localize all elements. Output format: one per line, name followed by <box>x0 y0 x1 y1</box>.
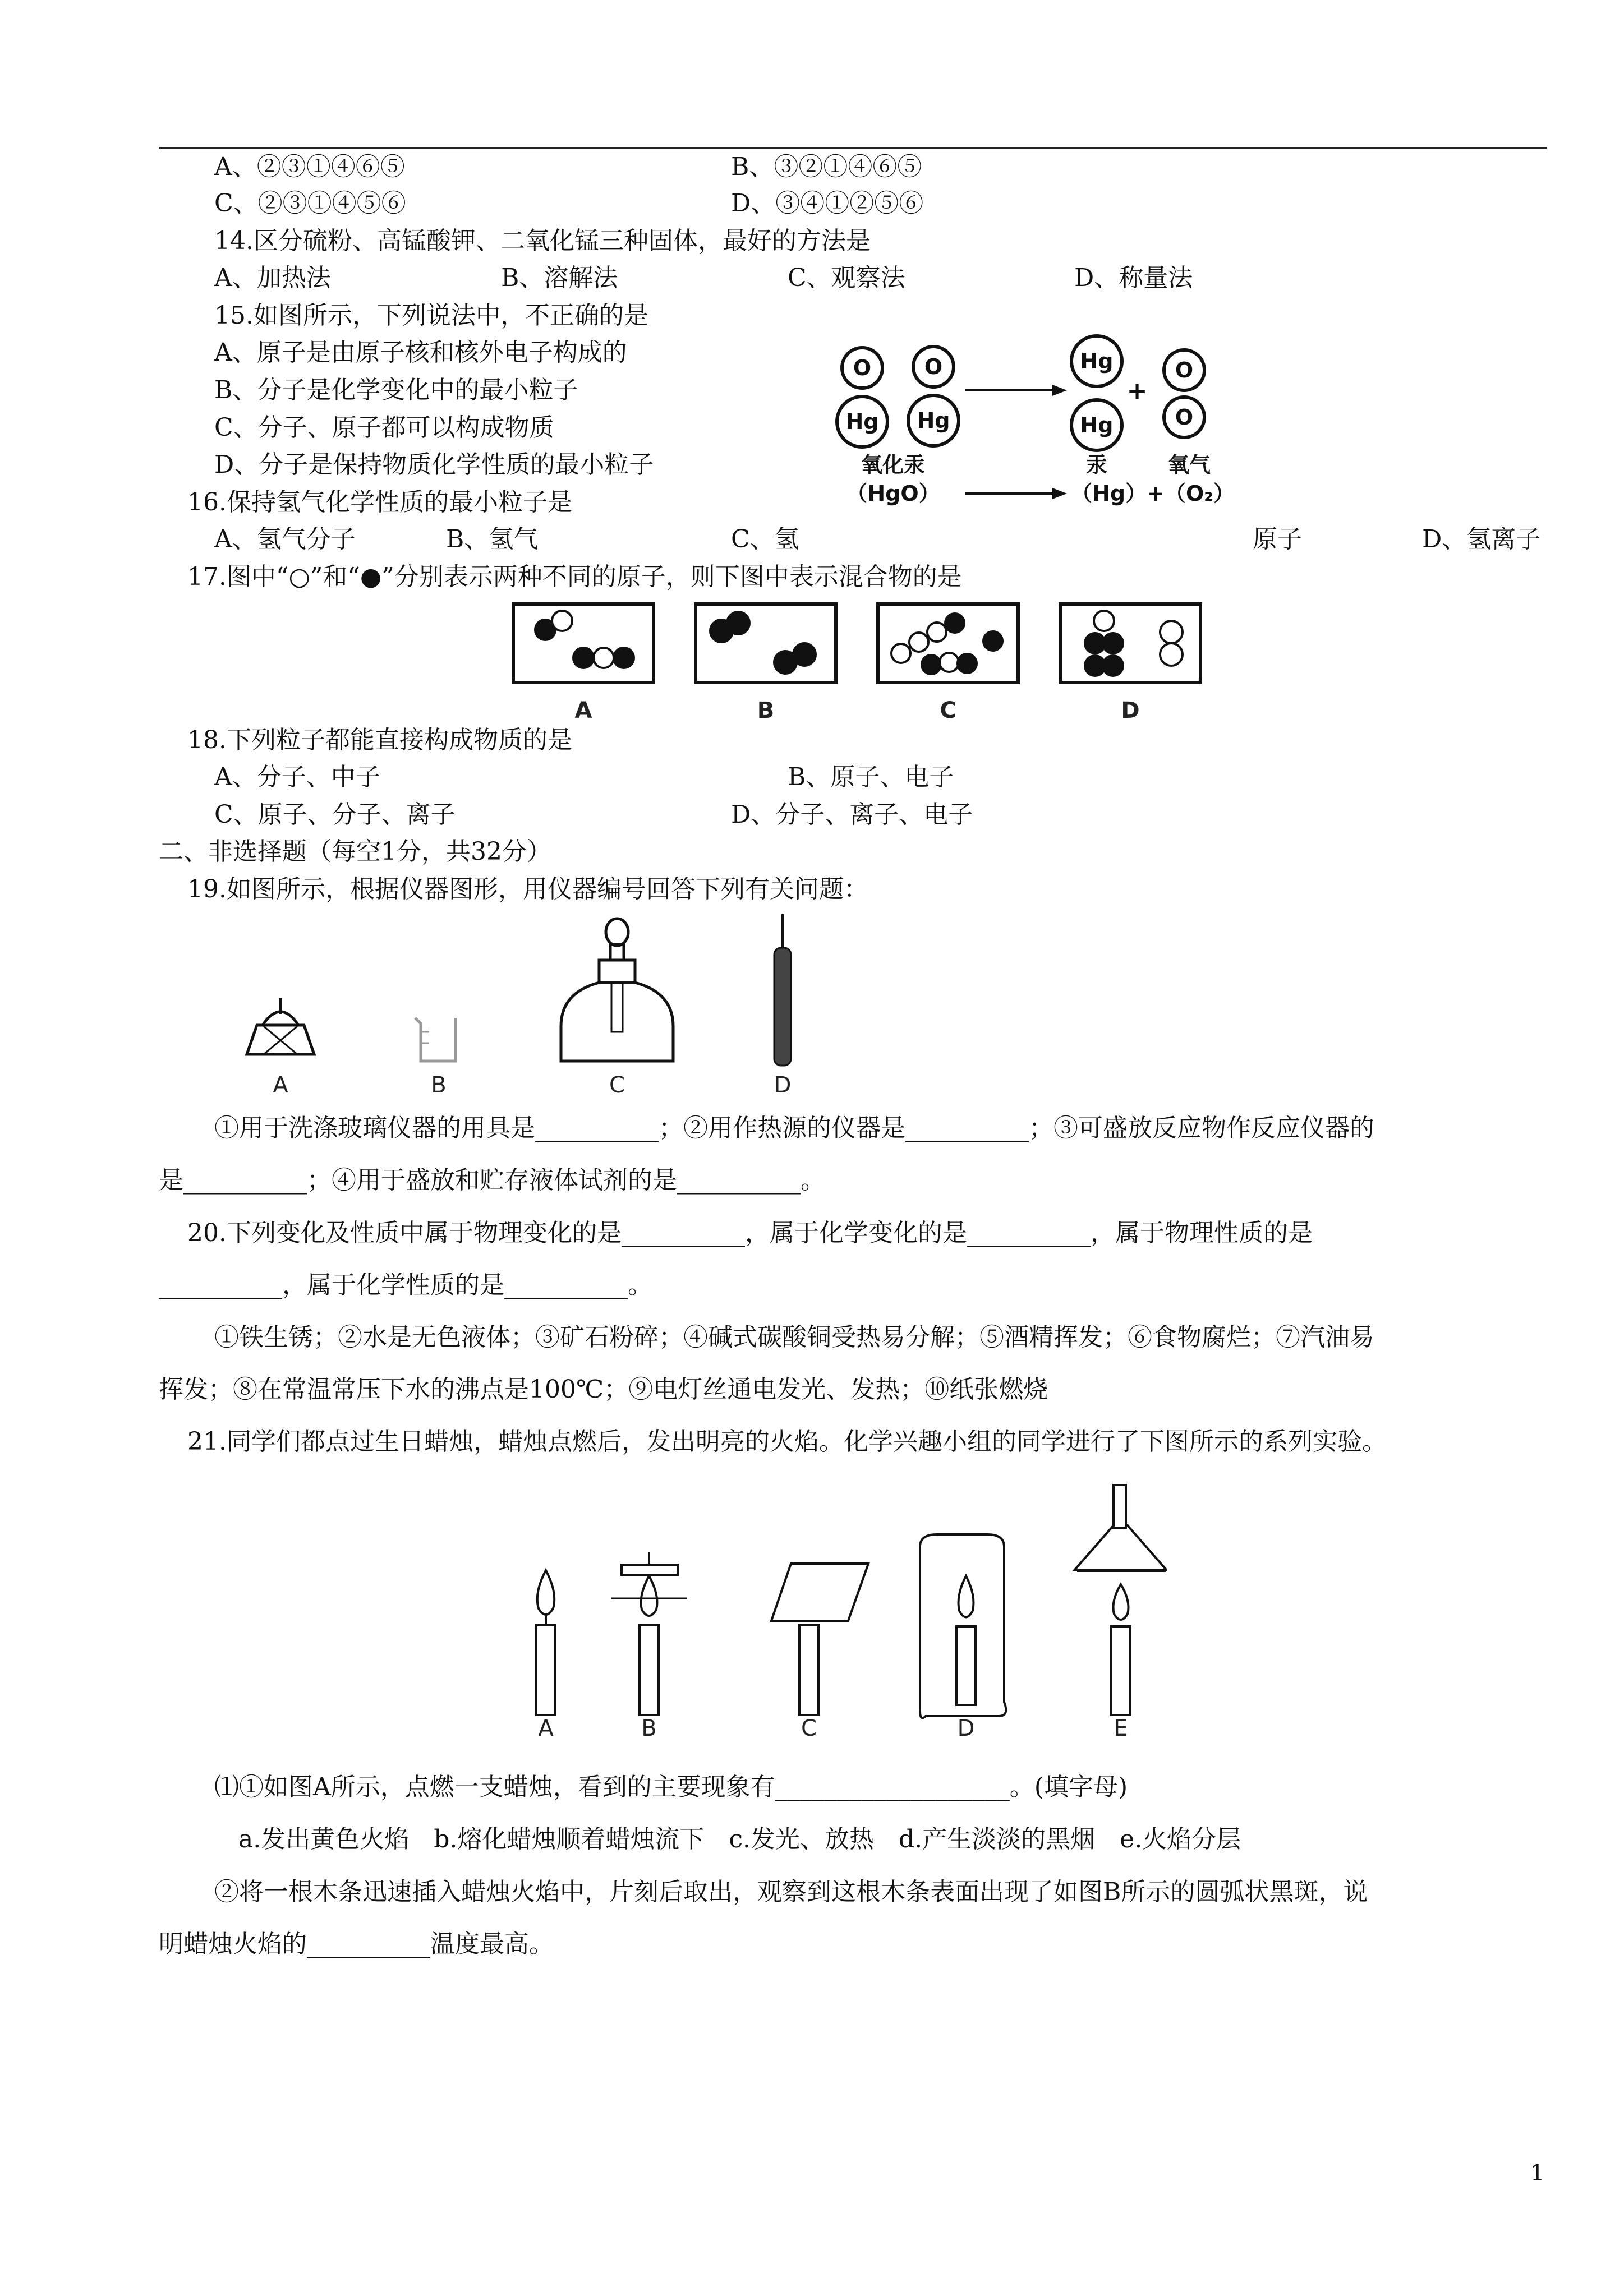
o-atom-label: O <box>924 354 943 379</box>
test-tube-brush-icon <box>774 914 791 1066</box>
q20-line-4: 挥发；⑧在常温常压下水的沸点是100℃；⑨电灯丝通电发光、发热；⑩纸张燃烧 <box>159 1375 1048 1404</box>
q21-label-a: A <box>538 1716 554 1739</box>
hg-atom-label: Hg <box>1080 349 1114 374</box>
q20-line-2: __________，属于化学性质的是__________。 <box>159 1271 652 1299</box>
hg-atom-label: Hg <box>917 408 950 433</box>
q15-stem: 15.如图所示，下列说法中，不正确的是 <box>214 301 648 330</box>
header-rule <box>159 147 1547 149</box>
q18-stem: 18.下列粒子都能直接构成物质的是 <box>187 726 572 754</box>
hg-atom-label: Hg <box>1080 413 1114 437</box>
q18-option-b: B、原子、电子 <box>788 763 954 791</box>
q15-option-b: B、分子是化学变化中的最小粒子 <box>214 376 578 404</box>
q20-line-3: ①铁生锈；②水是无色液体；③矿石粉碎；④碱式碳酸铜受热易分解；⑤酒精挥发；⑥食物腐烂；⑦汽油易 <box>214 1323 1374 1352</box>
q21-sub-1: ⑴①如图A所示，点燃一支蜡烛，看到的主要现象有___________________。(填字母) <box>214 1773 1128 1801</box>
o-atom-label: O <box>1175 358 1194 382</box>
q17-stem: 17.图中“○”和“●”分别表示两种不同的原子，则下图中表示混合物的是 <box>187 563 962 591</box>
q13-option-a: A、②③①④⑥⑤ <box>214 153 405 181</box>
q17-label-c: C <box>940 698 956 723</box>
q21-label-b: B <box>641 1716 657 1739</box>
q14-option-a: A、加热法 <box>214 264 331 292</box>
q21-sub-2-line-1: ②将一根木条迅速插入蜡烛火焰中，片刻后取出，观察到这根木条表面出现了如图B所示的圆弧状黑斑，说 <box>214 1878 1368 1906</box>
q16-option-d: D、氢离子 <box>1422 525 1541 554</box>
q16-option-b: B、氢气 <box>446 525 539 554</box>
page-number: 1 <box>1530 2160 1545 2186</box>
q19-stem: 19.如图所示，根据仪器图形，用仪器编号回答下列有关问题： <box>187 875 868 903</box>
q17-label-d: D <box>1121 698 1140 723</box>
q13-option-b: B、③②①④⑥⑤ <box>731 153 922 181</box>
hg-atom-label: Hg <box>845 409 879 434</box>
candle-a-icon <box>536 1625 555 1715</box>
q18-option-d: D、分子、离子、电子 <box>731 800 973 829</box>
hgo-decomposition-figure <box>830 331 1268 527</box>
q19-label-c: C <box>609 1072 625 1098</box>
q14-option-c: C、观察法 <box>788 264 905 292</box>
section-2-heading: 二、非选择题（每空1分，共32分） <box>159 837 551 866</box>
q13-option-d: D、③④①②⑤⑥ <box>731 189 924 218</box>
q19-line-1: ①用于洗涤玻璃仪器的用具是__________；②用作热源的仪器是__________；③可盛放反应物作反应仪器的 <box>214 1114 1374 1142</box>
alcohol-lamp-icon <box>247 998 314 1054</box>
q14-option-b: B、溶解法 <box>501 264 618 292</box>
q15-option-c: C、分子、原子都可以构成物质 <box>214 413 554 442</box>
q18-option-a: A、分子、中子 <box>214 763 380 791</box>
q19-label-a: A <box>273 1072 288 1098</box>
q17-molecule-boxes-figure <box>505 592 1234 726</box>
products-formula-label: （Hg）+（O₂） <box>1071 481 1235 506</box>
candle-b-icon <box>640 1625 659 1715</box>
q16-option-c: C、氢 <box>731 525 799 554</box>
q18-option-c: C、原子、分子、离子 <box>214 800 456 829</box>
o2-name-label: 氧气 <box>1167 453 1211 477</box>
candle-e-icon <box>1111 1626 1130 1715</box>
q21-sub-2-line-2: 明蜡烛火焰的__________温度最高。 <box>159 1930 554 1958</box>
candle-c-icon <box>799 1625 818 1715</box>
o-atom-label: O <box>853 356 872 380</box>
candle-d-icon <box>956 1626 976 1705</box>
q21-choices: a.发出黄色火焰 b.熔化蜡烛顺着蜡烛流下 c.发光、放热 d.产生淡淡的黑烟 e.火焰分层 <box>238 1825 1241 1854</box>
beaker-icon <box>415 1018 456 1061</box>
q13-option-c: C、②③①④⑤⑥ <box>214 189 406 218</box>
hgo-name-label: 氧化汞 <box>861 453 926 477</box>
q19-line-2: 是__________；④用于盛放和贮存液体试剂的是__________。 <box>159 1166 825 1195</box>
q20-line-1: 20.下列变化及性质中属于物理变化的是__________，属于化学变化的是__________，属于物理性质的是 <box>187 1219 1313 1247</box>
q17-label-b: B <box>757 698 775 723</box>
q21-label-e: E <box>1114 1716 1128 1739</box>
q14-stem: 14.区分硫粉、高锰酸钾、二氧化锰三种固体，最好的方法是 <box>214 227 871 255</box>
q21-candle-experiments-figure <box>494 1481 1167 1739</box>
plus-sign: + <box>1126 377 1148 405</box>
q19-label-d: D <box>774 1072 792 1098</box>
o-atom-label: O <box>1175 405 1194 430</box>
q21-label-d: D <box>957 1716 975 1739</box>
q16-option-c-tail: 原子 <box>1253 525 1302 554</box>
q14-option-d: D、称量法 <box>1074 264 1193 292</box>
q15-option-a: A、原子是由原子核和核外电子构成的 <box>214 338 627 367</box>
q16-stem: 16.保持氢气化学性质的最小粒子是 <box>187 488 572 517</box>
q15-option-d: D、分子是保持物质化学性质的最小粒子 <box>214 450 654 479</box>
hg-name-label: 汞 <box>1085 453 1108 477</box>
q19-label-b: B <box>431 1072 447 1098</box>
q17-label-a: A <box>574 698 592 723</box>
q21-label-c: C <box>801 1716 817 1739</box>
q16-option-a: A、氢气分子 <box>214 525 356 554</box>
q19-apparatus-figure <box>224 914 898 1099</box>
hgo-formula-label: （HgO） <box>846 481 940 506</box>
q21-stem: 21.同学们都点过生日蜡烛，蜡烛点燃后，发出明亮的火焰。化学兴趣小组的同学进行了下图所示的系列实验。 <box>187 1427 1387 1456</box>
dropper-bottle-icon <box>561 919 673 1061</box>
